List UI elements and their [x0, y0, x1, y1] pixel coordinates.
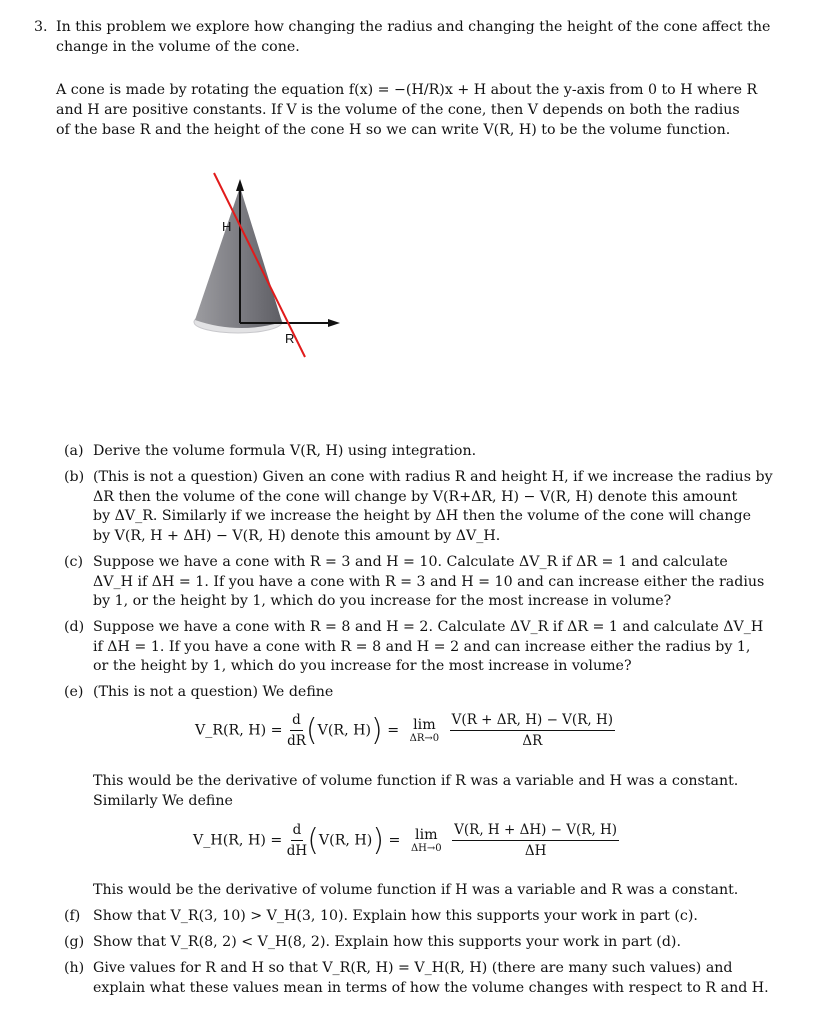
eq1-equals: = — [387, 722, 400, 739]
part-f-label: (f) — [64, 908, 81, 924]
eq2-d-numerator: d — [291, 822, 304, 841]
eq2-limit — [411, 827, 442, 854]
part-d-line-2: if ΔH = 1. If you have a cone with R = 8 and H = 2 and can increase either the radius by 1, — [93, 639, 751, 655]
intro-line-1: In this problem we explore how changing the radius and changing the height of the cone affect the — [56, 19, 771, 35]
part-g-label: (g) — [64, 934, 85, 950]
part-b-line-1: (This is not a question) Given an cone with radius R and height H, if we increase the radius by — [93, 469, 773, 485]
eq2-equals: = — [388, 832, 401, 849]
part-h-label: (h) — [64, 960, 85, 976]
eq1-fraction — [450, 712, 615, 749]
part-c-label: (c) — [64, 554, 84, 570]
part-f-line-1: Show that V_R(3, 10) > V_H(3, 10). Explain how this supports your work in part (c). — [93, 908, 698, 924]
part-d-line-3: or the height by 1, which do you increase for the most increase in volume? — [93, 658, 632, 674]
part-b-label: (b) — [64, 469, 85, 485]
part-d-line-1: Suppose we have a cone with R = 8 and H = 2. Calculate ΔV_R if ΔR = 1 and calculate ΔV_H — [93, 619, 764, 635]
eq2-lim-text: lim — [415, 827, 438, 843]
eq1-lim-text: lim — [413, 717, 436, 733]
y-axis-arrow-icon — [236, 179, 244, 191]
eq1-derivative-operator — [287, 712, 306, 749]
problem-number: 3. — [34, 19, 48, 35]
part-e-after1-line-2: Similarly We define — [93, 793, 233, 809]
part-a-line-1: Derive the volume formula V(R, H) using integration. — [93, 443, 477, 459]
eq1-numerator: V(R + ΔR, H) − V(R, H) — [450, 712, 615, 731]
eq2-lim-sub: ΔH→0 — [410, 843, 442, 854]
eq2-lhs: V_H(R, H) = — [193, 832, 283, 849]
equation-partial-r: V_R(R, H) = $\frac{d}{dR}$ (V(R, H)) = lim ΔR→0 $\frac{V(R + \Delta R, H) - V(R, H)}{\Delta R}$ — [195, 712, 613, 749]
description-line-3: of the base R and the height of the cone H so we can write V(R, H) to be the volume function. — [56, 122, 731, 138]
description-line-2: and H are positive constants. If V is the volume of the cone, then V depends on both the radius — [56, 102, 740, 118]
eq1-inner: V(R, H) — [317, 722, 372, 739]
eq2-fraction — [452, 822, 619, 859]
intro-line-2: change in the volume of the cone. — [56, 39, 300, 55]
x-axis-arrow-icon — [328, 319, 340, 327]
r-label: R — [285, 331, 295, 346]
part-e-after2-line-1: This would be the derivative of volume function if H was a variable and R was a constant. — [93, 882, 739, 898]
description-line-1: A cone is made by rotating the equation f(x) = −(H/R)x + H about the y-axis from 0 to H where R — [56, 82, 758, 98]
eq1-lim-sub: ΔR→0 — [409, 733, 440, 744]
part-c-line-2: ΔV_H if ΔH = 1. If you have a cone with R = 3 and H = 10 and can increase either the radius — [93, 574, 765, 590]
part-b-line-4: by V(R, H + ΔH) − V(R, H) denote this amount by ΔV_H. — [93, 528, 501, 544]
cone-surface — [195, 187, 282, 328]
eq2-d-denominator: dH — [286, 843, 308, 859]
h-label: H — [222, 219, 232, 234]
part-e-line-1: (This is not a question) We define — [93, 684, 334, 700]
part-c-line-1: Suppose we have a cone with R = 3 and H = 10. Calculate ΔV_R if ΔR = 1 and calculate — [93, 554, 728, 570]
eq2-derivative-operator — [287, 822, 307, 859]
part-e-label: (e) — [64, 684, 84, 700]
part-h-line-2: explain what these values mean in terms of how the volume changes with respect to R and H. — [93, 980, 769, 996]
cone-figure — [180, 165, 360, 365]
eq1-lhs: V_R(R, H) = — [195, 722, 283, 739]
eq1-d-denominator: dR — [287, 733, 306, 749]
eq1-limit — [410, 717, 440, 744]
equation-partial-h: V_H(R, H) = $\frac{d}{dH}$ (V(R, H)) = lim ΔH→0 $\frac{V(R, H + \Delta H) - V(R, H)}{\Delta H}$ — [193, 822, 618, 859]
part-h-line-1: Give values for R and H so that V_R(R, H) = V_H(R, H) (there are many such values) and — [93, 960, 733, 976]
part-e-after1-line-1: This would be the derivative of volume function if R was a variable and H was a constant. — [93, 773, 739, 789]
part-a-label: (a) — [64, 443, 84, 459]
part-b-line-2: ΔR then the volume of the cone will change by V(R+ΔR, H) − V(R, H) denote this amount — [93, 489, 738, 505]
eq1-d-numerator: d — [290, 712, 303, 731]
part-g-line-1: Show that V_R(8, 2) < V_H(8, 2). Explain how this supports your work in part (d). — [93, 934, 681, 950]
eq2-inner: V(R, H) — [318, 832, 373, 849]
eq1-denominator: ΔR — [522, 733, 543, 749]
part-c-line-3: by 1, or the height by 1, which do you increase for the most increase in volume? — [93, 593, 672, 609]
eq2-numerator: V(R, H + ΔH) − V(R, H) — [452, 822, 619, 841]
part-b-line-3: by ΔV_R. Similarly if we increase the height by ΔH then the volume of the cone will change — [93, 508, 751, 524]
part-d-label: (d) — [64, 619, 85, 635]
eq2-denominator: ΔH — [524, 843, 547, 859]
